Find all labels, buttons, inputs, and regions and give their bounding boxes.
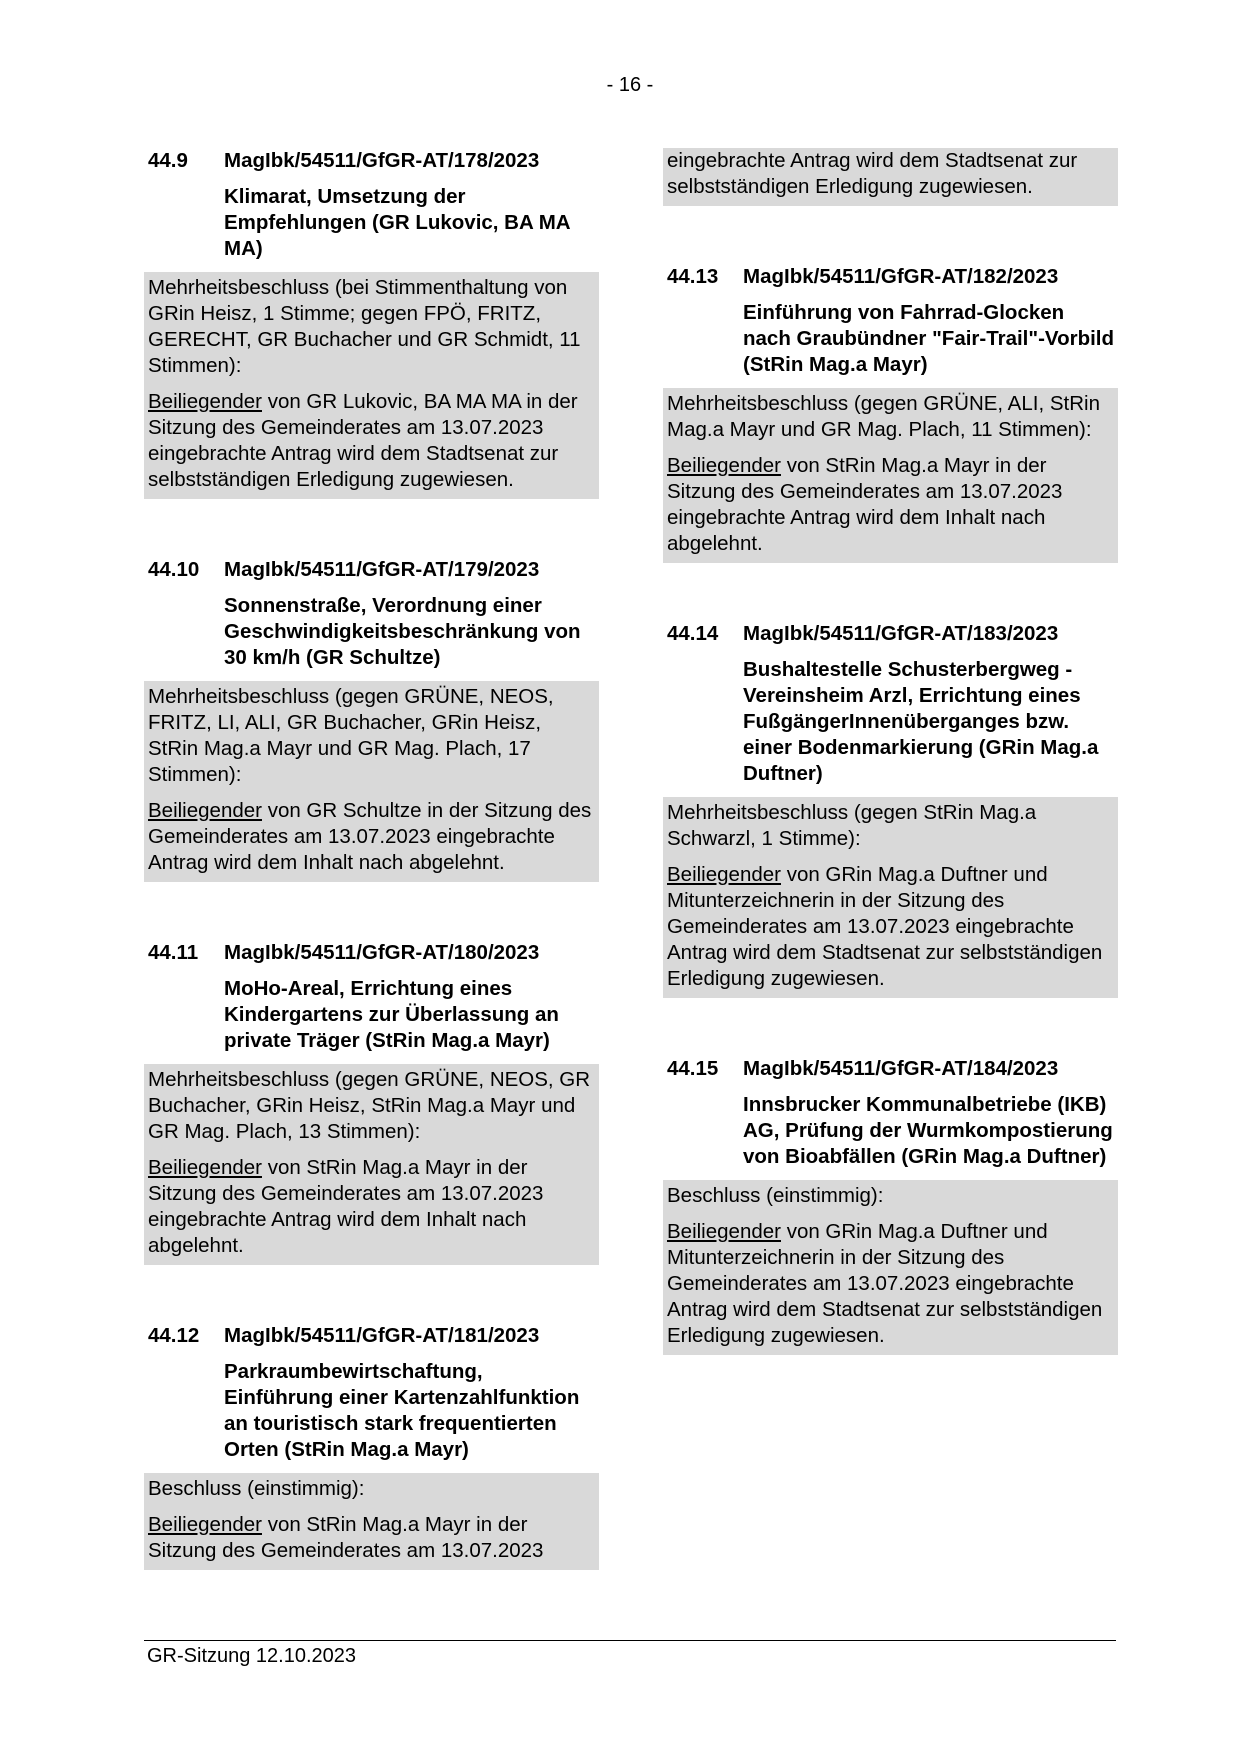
lead-word: Beiliegender	[667, 1220, 781, 1243]
decision-text: Mehrheitsbeschluss (gegen StRin Mag.a Schwarzl, 1 Stimme):	[667, 801, 1037, 850]
decision-text: Beschluss (einstimmig):	[667, 1184, 884, 1207]
continuation-text: eingebrachte Antrag wird dem Stadtsenat zur selbstständigen Erledigung zugewiesen.	[667, 149, 1078, 198]
decision-text: Mehrheitsbeschluss (gegen GRÜNE, NEOS, FRITZ, LI, ALI, GR Buchacher, GRin Heisz, StRin Mag.a Mayr und GR Mag. Plach, 17 Stimmen):	[148, 685, 554, 786]
agenda-item	[144, 148, 599, 499]
item-number: 44.15	[667, 1057, 719, 1080]
decision-body: von GRin Mag.a Duftner und Mitunterzeichnerin in der Sitzung des Gemeinderates am 13.07.2023 eingebrachte Antrag wird dem Stadtsenat zur selbstständigen Erledigung zugewiesen.	[667, 1220, 1103, 1347]
lead-word: Beiliegender	[667, 454, 781, 477]
lead-word: Beiliegender	[148, 799, 262, 822]
item-code: MagIbk/54511/GfGR-AT/181/2023	[224, 1324, 540, 1347]
item-code: MagIbk/54511/GfGR-AT/184/2023	[743, 1057, 1059, 1080]
item-code: MagIbk/54511/GfGR-AT/180/2023	[224, 941, 540, 964]
lead-word: Beiliegender	[667, 863, 781, 886]
item-title: MoHo-Areal, Errichtung eines Kindergartens zur Überlassung an private Träger (StRin Mag.a Mayr)	[224, 977, 559, 1052]
left-column	[144, 148, 599, 1628]
item-number: 44.10	[148, 558, 200, 581]
item-code: MagIbk/54511/GfGR-AT/179/2023	[224, 558, 540, 581]
decision-box	[663, 388, 1118, 563]
continuation-box	[663, 148, 1118, 206]
item-title: Bushaltestelle Schusterbergweg - Vereinsheim Arzl, Errichtung eines FußgängerInnenüberganges bzw. einer Bodenmarkierung (GRin Mag.a Duftner)	[743, 658, 1099, 785]
agenda-item	[663, 621, 1118, 998]
decision-box	[144, 681, 599, 882]
decision-body: von StRin Mag.a Mayr in der Sitzung des Gemeinderates am 13.07.2023 eingebrachte Antrag wird dem Inhalt nach abgelehnt.	[667, 454, 1063, 555]
right-column	[663, 148, 1118, 1413]
decision-box	[663, 1180, 1118, 1355]
item-code: MagIbk/54511/GfGR-AT/178/2023	[224, 149, 540, 172]
item-title: Klimarat, Umsetzung der Empfehlungen (GR Lukovic, BA MA MA)	[224, 185, 570, 260]
item-number: 44.11	[148, 941, 199, 964]
lead-word: Beiliegender	[148, 390, 262, 413]
footer-divider	[144, 1640, 1116, 1641]
decision-box	[144, 1473, 599, 1570]
decision-text: Mehrheitsbeschluss (gegen GRÜNE, ALI, StRin Mag.a Mayr und GR Mag. Plach, 11 Stimmen):	[667, 392, 1100, 441]
item-title: Innsbrucker Kommunalbetriebe (IKB) AG, Prüfung der Wurmkompostierung von Bioabfällen (GRin Mag.a Duftner)	[743, 1093, 1113, 1168]
item-number: 44.12	[148, 1324, 200, 1347]
lead-word: Beiliegender	[148, 1156, 262, 1179]
decision-box	[663, 797, 1118, 998]
decision-text: Mehrheitsbeschluss (gegen GRÜNE, NEOS, GR Buchacher, GRin Heisz, StRin Mag.a Mayr und GR Mag. Plach, 13 Stimmen):	[148, 1068, 591, 1143]
item-code: MagIbk/54511/GfGR-AT/182/2023	[743, 265, 1059, 288]
item-code: MagIbk/54511/GfGR-AT/183/2023	[743, 622, 1059, 645]
decision-box	[144, 1064, 599, 1265]
item-title: Parkraumbewirtschaftung, Einführung einer Kartenzahlfunktion an touristisch stark frequentierten Orten (StRin Mag.a Mayr)	[224, 1360, 580, 1461]
decision-body: von GRin Mag.a Duftner und Mitunterzeichnerin in der Sitzung des Gemeinderates am 13.07.2023 eingebrachte Antrag wird dem Stadtsenat zur selbstständigen Erledigung zugewiesen.	[667, 863, 1103, 990]
decision-box	[144, 272, 599, 499]
item-number: 44.13	[667, 265, 719, 288]
decision-body: von GR Schultze in der Sitzung des Gemeinderates am 13.07.2023 eingebrachte Antrag wird dem Inhalt nach abgelehnt.	[148, 799, 592, 874]
decision-text: Beschluss (einstimmig):	[148, 1477, 365, 1500]
item-title: Sonnenstraße, Verordnung einer Geschwindigkeitsbeschränkung von 30 km/h (GR Schultze)	[224, 594, 581, 669]
decision-body: von GR Lukovic, BA MA MA in der Sitzung des Gemeinderates am 13.07.2023 eingebrachte Antrag wird dem Stadtsenat zur selbstständigen Erledigung zugewiesen.	[148, 390, 578, 491]
agenda-item	[144, 1323, 599, 1570]
item-title: Einführung von Fahrrad-Glocken nach Graubündner "Fair-Trail"-Vorbild (StRin Mag.a Mayr)	[743, 301, 1115, 376]
agenda-item	[144, 940, 599, 1265]
item-number: 44.14	[667, 622, 719, 645]
item-number: 44.9	[148, 149, 188, 172]
decision-body: von StRin Mag.a Mayr in der Sitzung des Gemeinderates am 13.07.2023	[148, 1513, 544, 1562]
agenda-item	[144, 557, 599, 882]
lead-word: Beiliegender	[148, 1513, 262, 1536]
decision-text: Mehrheitsbeschluss (bei Stimmenthaltung von GRin Heisz, 1 Stimme; gegen FPÖ, FRITZ, GERECHT, GR Buchacher und GR Schmidt, 11 Stimmen):	[148, 276, 581, 377]
page-number: - 16 -	[606, 74, 654, 96]
footer: GR-Sitzung 12.10.2023	[147, 1645, 357, 1667]
decision-body: von StRin Mag.a Mayr in der Sitzung des Gemeinderates am 13.07.2023 eingebrachte Antrag wird dem Inhalt nach abgelehnt.	[148, 1156, 544, 1257]
agenda-item	[663, 1056, 1118, 1355]
agenda-item	[663, 264, 1118, 563]
